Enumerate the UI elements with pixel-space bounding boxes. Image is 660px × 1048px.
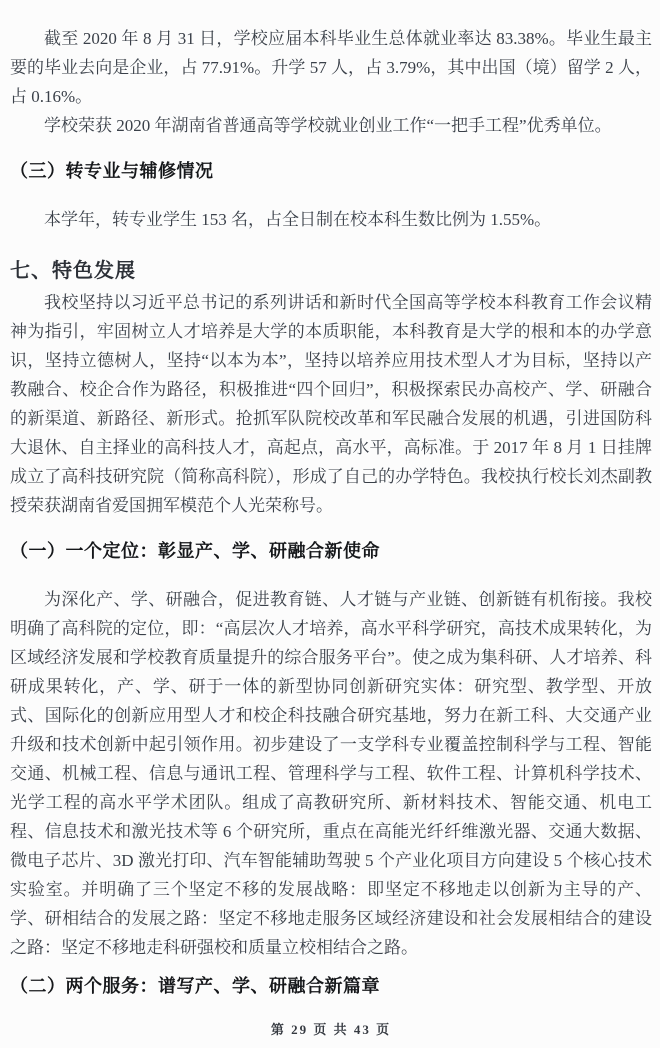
heading-chapter7-featured-development: 七、特色发展 bbox=[10, 260, 136, 282]
paragraph-employment-award: 学校荣获 2020 年湖南省普通高等学校就业创业工作“一把手工程”优秀单位。 bbox=[44, 116, 612, 135]
heading-section3-major-transfer: （三）转专业与辅修情况 bbox=[10, 161, 214, 181]
page-number-footer: 第 29 页 共 43 页 bbox=[270, 1022, 392, 1037]
paragraph-featured-development-overview: 我校坚持以习近平总书记的系列讲话和新时代全国高等学校本科教育工作会议精神为指引，牢固树立人才培养是大学的本质职能，本科教育是大学的根和本的办学意识，坚持立德树人，坚持“以本为本”，坚持以培养应用技术型人才为目标，坚持以产教融合、校企合作为路径，积极推进“四个回归”，积极探索民办高校产、学、研融合的新渠道、新路径、新形式。抢抓军队院校改革和军民融合发展的机遇，引进国防科大退休、自主择业的高科技人才，高起点，高水平，高标准。于 2017 年 8 月 1 日挂牌成立了高科技研究院（简称高科院），形成了自己的办学特色。我校执行校长刘杰副教授荣获湖南省爱国拥军模范个人光荣称号。 bbox=[10, 293, 652, 515]
paragraph-employment-rate: 截至 2020 年 8 月 31 日，学校应届本科毕业生总体就业率达 83.38%。毕业生最主要的毕业去向是企业，占 77.91%。升学 57 人，占 3.79%，其中出国（境）留学 2 人，占 0.16%。 bbox=[10, 29, 652, 106]
heading-subsection1-positioning: （一）一个定位：彰显产、学、研融合新使命 bbox=[10, 541, 380, 561]
heading-subsection2-two-services: （二）两个服务：谱写产、学、研融合新篇章 bbox=[10, 976, 380, 996]
paragraph-positioning-detail: 为深化产、学、研融合，促进教育链、人才链与产业链、创新链有机衔接。我校明确了高科院的定位，即：“高层次人才培养，高水平科学研究，高技术成果转化，为区域经济发展和学校教育质量提升的综合服务平台”。使之成为集科研、人才培养、科研成果转化，产、学、研于一体的新型协同创新研究实体：研究型、教学型、开放式、国际化的创新应用型人才和校企科技融合研究基地，努力在新工科、大交通产业升级和技术创新中起引领作用。初步建设了一支学科专业覆盖控制科学与工程、智能交通、机械工程、信息与通讯工程、管理科学与工程、软件工程、计算机科学技术、光学工程的高水平学术团队。组成了高教研究所、新材料技术、智能交通、机电工程、信息技术和激光技术等 6 个研究所，重点在高能光纤纤维激光器、交通大数据、微电子芯片、3D 激光打印、汽车智能辅助驾驶 5 个产业化项目方向建设 5 个核心技术实验室。并明确了三个坚定不移的发展战略：即坚定不移地走以创新为主导的产、学、研相结合的发展之路：坚定不移地走服务区域经济建设和社会发展相结合的建设之路：坚定不移地走科研强校和质量立校相结合之路。 bbox=[10, 590, 652, 957]
paragraph-major-transfer: 本学年，转专业学生 153 名，占全日制在校本科生数比例为 1.55%。 bbox=[44, 210, 552, 229]
